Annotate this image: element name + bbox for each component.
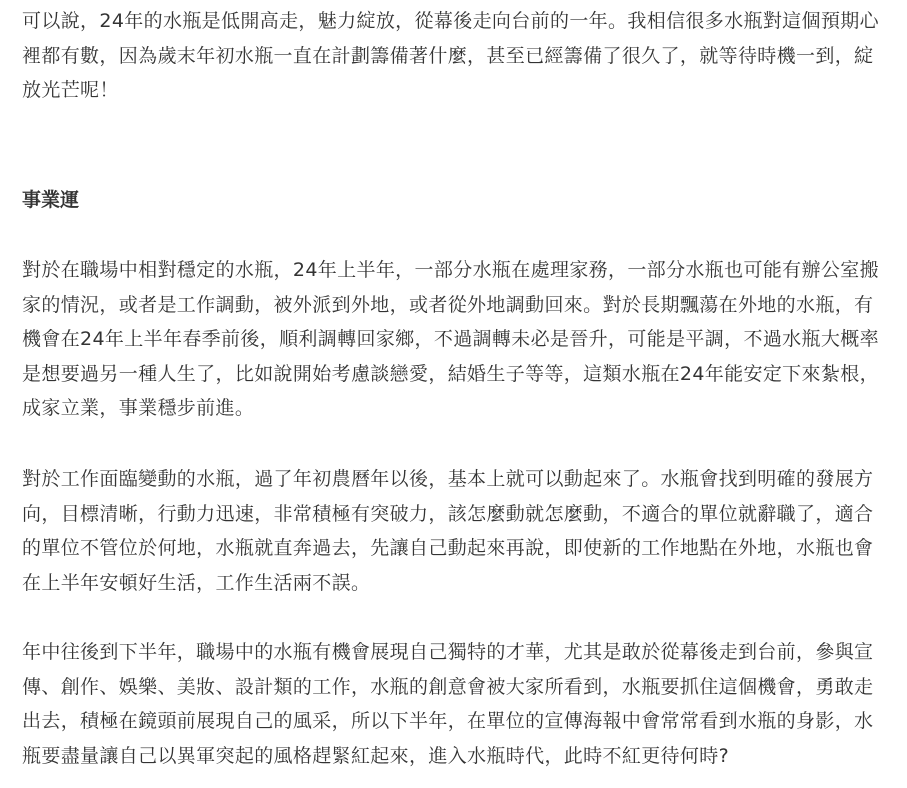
paragraph-career-3: 年中往後到下半年，職場中的水瓶有機會展現自己獨特的才華，尤其是敢於從幕後走到台前，參與宣傳、創作、娛樂、美妝、設計類的工作，水瓶的創意會被大家所看到，水瓶要抓住這個機會，勇敢走出去，積極在鏡頭前展現自己的風采，所以下半年，在單位的宣傳海報中會常常看到水瓶的身影，水瓶要盡量讓自己以異軍突起的風格趕緊紅起來，進入水瓶時代，此時不紅更待何時?	[22, 641, 874, 767]
paragraph-intro: 可以說，24年的水瓶是低開高走，魅力綻放，從幕後走向台前的一年。我相信很多水瓶對這個預期心裡都有數，因為歲末年初水瓶一直在計劃籌備著什麼，甚至已經籌備了很久了，就等待時機一到，綻放光芒呢！	[22, 10, 879, 101]
paragraph-career-2: 對於工作面臨變動的水瓶，過了年初農曆年以後，基本上就可以動起來了。水瓶會找到明確的發展方向，目標清晰，行動力迅速，非常積極有突破力，該怎麼動就怎麼動，不適合的單位就辭職了，適合的單位不管位於何地，水瓶就直奔過去，先讓自己動起來再說，即使新的工作地點在外地，水瓶也會在上半年安頓好生活，工作生活兩不誤。	[22, 468, 874, 594]
section-heading-career: 事業運	[22, 189, 80, 211]
paragraph-career-1: 對於在職場中相對穩定的水瓶，24年上半年，一部分水瓶在處理家務，一部分水瓶也可能有辦公室搬家的情況，或者是工作調動，被外派到外地，或者從外地調動回來。對於長期飄蕩在外地的水瓶，有機會在24年上半年春季前後，順利調轉回家鄉，不過調轉未必是晉升，可能是平調，不過水瓶大概率是想要過另一種人生了，比如說開始考慮談戀愛，結婚生子等等，這類水瓶在24年能安定下來紮根，成家立業，事業穩步前進。	[22, 259, 879, 419]
article-body	[22, 0, 890, 767]
